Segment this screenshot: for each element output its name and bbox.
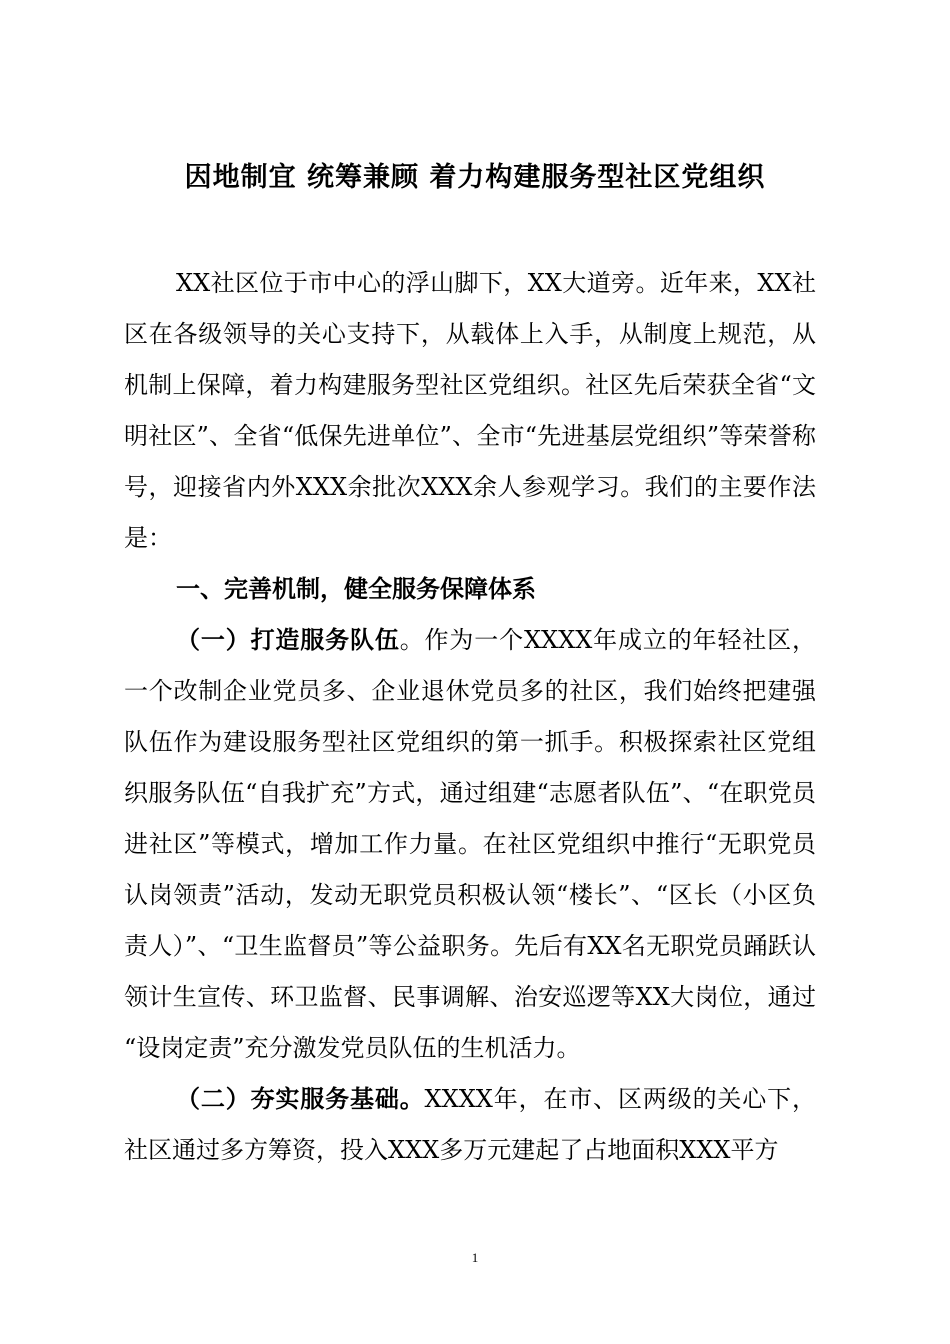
item1-text: 。作为一个XXXX年成立的年轻社区，一个改制企业党员多、企业退休党员多的社区，我们始终把建强队伍作为建设服务型社区党组织的第一抓手。积极探索社区党组织服务队伍“自我扩充”方式，通过组建“志愿者队伍”、“在职党员进社区”等模式，增加工作力量。在社区党组织中推行“无职党员认岗领责”活动，发动无职党员积极认领“楼长”、“区长（小区负责人）”、“卫生监督员”等公益职务。先后有XX名无职党员踊跃认领计生宣传、环卫监督、民事调解、治安巡逻等XX大岗位，通过 “设岗定责”充分激发党员队伍的生机活力。 [124, 626, 817, 1062]
item2-lead: （二）夯实服务基础。 [176, 1085, 425, 1113]
document-title: 因地制宜 统筹兼顾 着力构建服务型社区党组织 [184, 162, 766, 193]
item1-lead: （一）打造服务队伍 [176, 626, 400, 654]
section-heading: 一、完善机制，健全服务保障体系 [176, 575, 536, 603]
item2-paragraph [124, 1074, 816, 1176]
page-number: 1 [471, 1250, 479, 1265]
intro-paragraph: XX社区位于市中心的浮山脚下，XX大道旁。近年来，XX社区在各级领导的关心支持下，从载体上入手，从制度上规范，从机制上保障，着力构建服务型社区党组织。社区先后荣获全省“文明社区”、全省“低保先进单位”、全市“先进基层党组织”等荣誉称号，迎接省内外XXX余批次XXX余人参观学习。我们的主要作法是： [124, 269, 816, 552]
item2-text: XXXX年，在市、区两级的关心下，社区通过多方筹资，投入XXX多万元建起了占地面积XXX平方 [124, 1085, 816, 1164]
document-body [124, 258, 816, 1176]
item1-paragraph [124, 615, 816, 1074]
